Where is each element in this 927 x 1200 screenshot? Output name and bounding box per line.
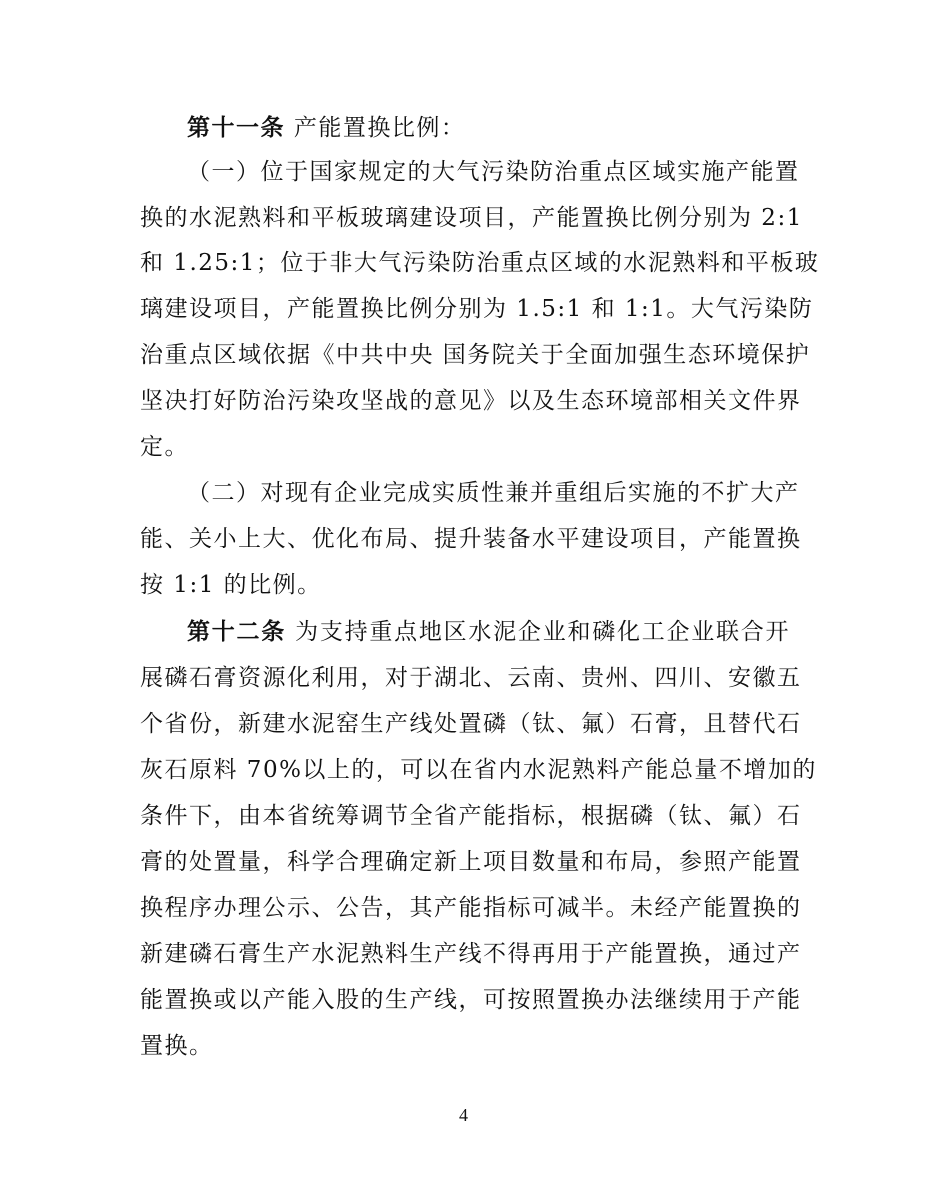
- page-number: 4: [459, 1105, 468, 1125]
- paragraph-line: 能置换或以产能入股的生产线，可按照置换办法继续用于产能: [140, 987, 802, 1013]
- paragraph-line: 换的水泥熟料和平板玻璃建设项目，产能置换比例分别为 2:1: [140, 205, 803, 231]
- paragraph-line: 展磷石膏资源化利用，对于湖北、云南、贵州、四川、安徽五: [140, 665, 802, 691]
- paragraph-line: 定。: [140, 434, 189, 460]
- paragraph-line: 坚决打好防治污染攻坚战的意见》以及生态环境部相关文件界: [140, 388, 802, 414]
- paragraph-line: 条件下，由本省统筹调节全省产能指标，根据磷（钛、氟）石: [140, 803, 802, 829]
- article-12-heading: [187, 617, 790, 647]
- article-12-first-line: 为支持重点地区水泥企业和磷化工企业联合开: [295, 619, 791, 645]
- paragraph-line: 换程序办理公示、公告，其产能指标可减半。未经产能置换的: [140, 895, 802, 921]
- article-11-title: 产能置换比例：: [293, 115, 466, 141]
- paragraph-line: 按 1:1 的比例。: [140, 572, 322, 598]
- paragraph-line: （二）对现有企业完成实质性兼并重组后实施的不扩大产: [187, 480, 800, 506]
- paragraph-line: （一）位于国家规定的大气污染防治重点区域实施产能置: [187, 159, 800, 185]
- paragraph-line: 璃建设项目，产能置换比例分别为 1.5:1 和 1:1。大气污染防: [140, 296, 814, 322]
- paragraph-line: 膏的处置量，科学合理确定新上项目数量和布局，参照产能置: [140, 849, 802, 875]
- paragraph-line: 个省份，新建水泥窑生产线处置磷（钛、氟）石膏，且替代石: [140, 711, 802, 737]
- paragraph-line: 和 1.25:1；位于非大气污染防治重点区域的水泥熟料和平板玻: [140, 250, 820, 276]
- paragraph-line: 新建磷石膏生产水泥熟料生产线不得再用于产能置换，通过产: [140, 941, 802, 967]
- paragraph-line: 置换。: [140, 1033, 214, 1059]
- article-11-label: 第十一条: [187, 114, 285, 141]
- paragraph-line: 治重点区域依据《中共中央 国务院关于全面加强生态环境保护: [140, 342, 811, 368]
- article-12-label: 第十二条: [187, 618, 287, 645]
- paragraph-line: 灰石原料 70%以上的，可以在省内水泥熟料产能总量不增加的: [140, 757, 817, 783]
- article-11-heading: [187, 113, 790, 143]
- paragraph-line: 能、关小上大、优化布局、提升装备水平建设项目，产能置换: [140, 526, 802, 552]
